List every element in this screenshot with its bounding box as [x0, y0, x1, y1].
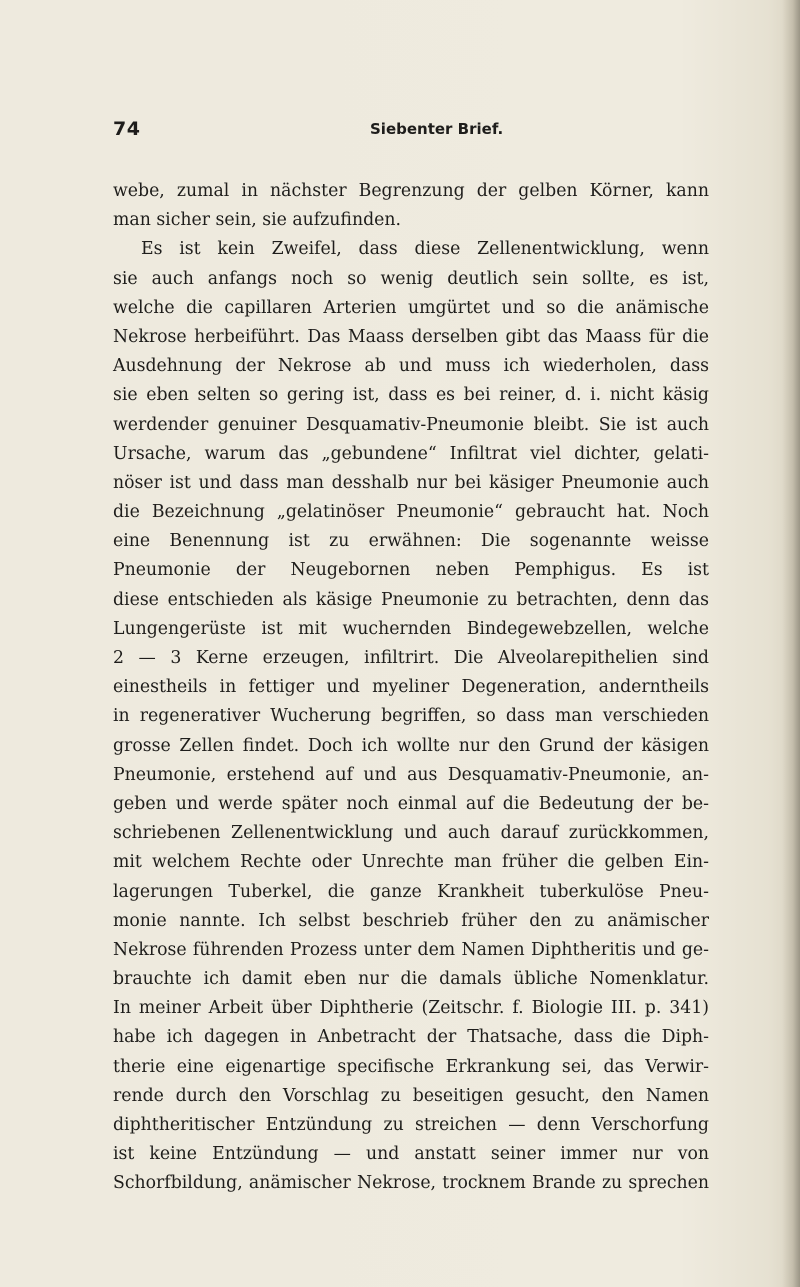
page-edge-shadow	[782, 0, 800, 1287]
text-line: Lungengerüste ist mit wuchernden Bindegewebzellen, welche	[113, 618, 709, 639]
text-line: monie nannte. Ich selbst beschrieb früher den zu anämischer	[113, 910, 709, 931]
body-text	[113, 177, 709, 1199]
text-line: grosse Zellen findet. Doch ich wollte nur den Grund der käsigen	[113, 735, 709, 756]
text-line: ist keine Entzündung — und anstatt seiner immer nur von	[113, 1144, 709, 1165]
text-line: man sicher sein, sie aufzufinden.	[113, 210, 401, 231]
text-line: Es ist kein Zweifel, dass diese Zellenentwicklung, wenn	[141, 239, 709, 260]
text-line: rende durch den Vorschlag zu beseitigen gesucht, den Namen	[113, 1085, 709, 1106]
text-line: welche die capillaren Arterien umgürtet und so die anämische	[113, 297, 709, 318]
text-line: brauchte ich damit eben nur die damals übliche Nomenklatur.	[113, 969, 709, 990]
text-line: Pneumonie, erstehend auf und aus Desquamativ-Pneumonie, an-	[113, 764, 709, 785]
text-line: die Bezeichnung „gelatinöser Pneumonie“ gebraucht hat. Noch	[113, 502, 709, 523]
text-line: sie eben selten so gering ist, dass es bei reiner, d. i. nicht käsig	[113, 385, 709, 406]
text-line: Nekrose herbeiführt. Das Maass derselben gibt das Maass für die	[113, 326, 709, 347]
text-line: Nekrose führenden Prozess unter dem Namen Diphtheritis und ge-	[113, 939, 709, 960]
text-line: sie auch anfangs noch so wenig deutlich sein sollte, es ist,	[113, 268, 709, 289]
text-line: Pneumonie der Neugebornen neben Pemphigus. Es ist	[113, 560, 709, 581]
text-line: habe ich dagegen in Anbetracht der Thatsache, dass die Diph-	[113, 1027, 709, 1048]
text-line: lagerungen Tuberkel, die ganze Krankheit tuberkulöse Pneu-	[113, 881, 709, 902]
text-line: therie eine eigenartige specifische Erkrankung sei, das Verwir-	[113, 1056, 709, 1077]
text-line: eine Benennung ist zu erwähnen: Die sogenannte weisse	[113, 531, 709, 552]
text-line: in regenerativer Wucherung begriffen, so dass man verschieden	[113, 706, 709, 727]
text-line: Ausdehnung der Nekrose ab und muss ich wiederholen, dass	[113, 356, 709, 377]
page-number: 74	[113, 118, 141, 140]
text-line: webe, zumal in nächster Begrenzung der gelben Körner, kann	[113, 181, 709, 201]
page-header	[0, 118, 800, 148]
text-line: geben und werde später noch einmal auf die Bedeutung der be-	[113, 793, 709, 814]
running-title: Siebenter Brief.	[370, 120, 504, 138]
text-line: mit welchem Rechte oder Unrechte man früher die gelben Ein-	[113, 852, 709, 873]
text-line: 2 — 3 Kerne erzeugen, infiltrirt. Die Alveolarepithelien sind	[113, 648, 709, 668]
text-line: nöser ist und dass man desshalb nur bei käsiger Pneumonie auch	[113, 472, 709, 493]
text-line: diphtheritischer Entzündung zu streichen — denn Verschorfung	[113, 1115, 709, 1135]
text-line: diese entschieden als käsige Pneumonie zu betrachten, denn das	[113, 589, 709, 610]
text-line: Ursache, warum das „gebundene“ Infiltrat viel dichter, gelati-	[113, 443, 709, 464]
text-line: werdender genuiner Desquamativ-Pneumonie bleibt. Sie ist auch	[113, 414, 709, 435]
text-line: Schorfbildung, anämischer Nekrose, trocknem Brande zu sprechen	[113, 1173, 709, 1194]
text-line: In meiner Arbeit über Diphtherie (Zeitschr. f. Biologie III. p. 341)	[113, 998, 709, 1019]
text-line: einestheils in fettiger und myeliner Degeneration, anderntheils	[113, 677, 709, 698]
text-line: schriebenen Zellenentwicklung und auch darauf zurückkommen,	[113, 823, 709, 844]
